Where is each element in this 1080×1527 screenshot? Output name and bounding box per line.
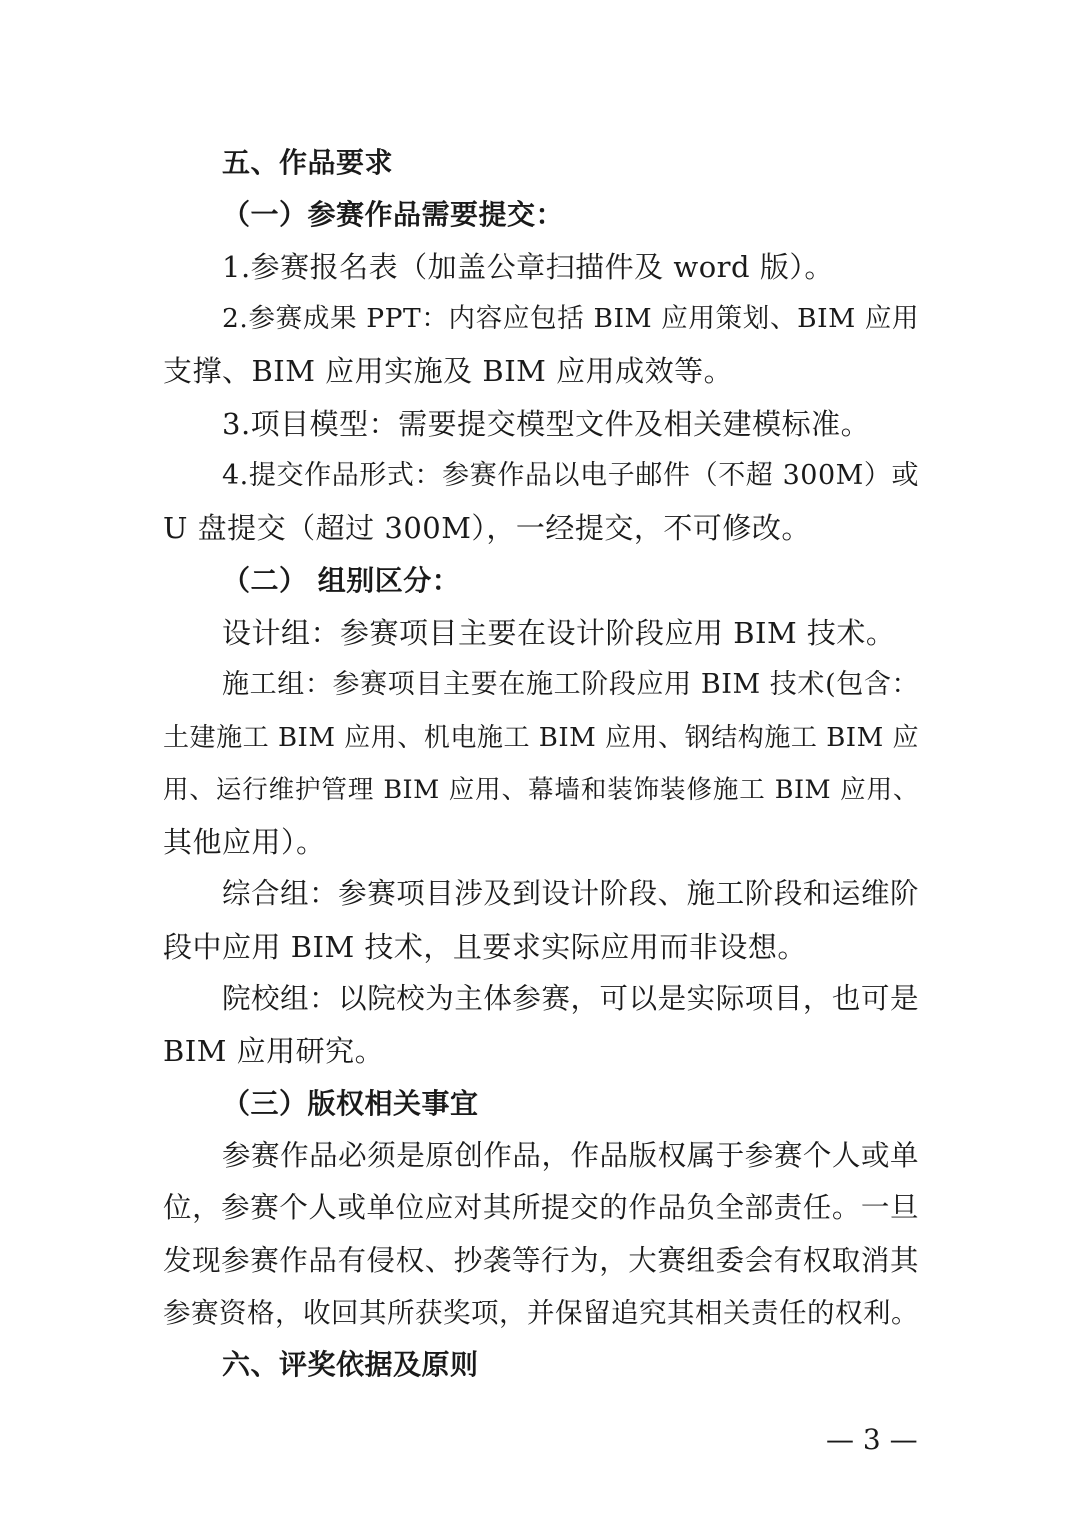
page-number: — 3 — [826, 1423, 918, 1456]
paragraph-line: 参赛作品必须是原创作品，作品版权属于参赛个人或单 [222, 1139, 919, 1172]
section-heading-6: 六、评奖依据及原则 [222, 1348, 479, 1381]
paragraph-line: 位，参赛个人或单位应对其所提交的作品负全部责任。一旦 [163, 1191, 919, 1224]
paragraph-line: 其他应用）。 [163, 825, 326, 859]
paragraph-line: 支撑、BIM 应用实施及 BIM 应用成效等。 [163, 354, 734, 388]
paragraph-line: 参赛资格，收回其所获奖项，并保留追究其相关责任的权利。 [163, 1297, 919, 1329]
paragraph-line: 院校组：以院校为主体参赛，可以是实际项目，也可是 [222, 982, 919, 1015]
section-heading-5: 五、作品要求 [222, 146, 394, 179]
paragraph-line: 2.参赛成果 PPT：内容应包括 BIM 应用策划、BIM 应用 [222, 303, 919, 334]
subsection-heading-2: （二） 组别区分： [222, 564, 461, 597]
paragraph-line: 3.项目模型：需要提交模型文件及相关建模标准。 [222, 407, 871, 441]
paragraph-line: BIM 应用研究。 [163, 1034, 385, 1068]
paragraph-line: 4.提交作品形式：参赛作品以电子邮件（不超 300M）或 [222, 460, 919, 491]
subsection-heading-1: （一）参赛作品需要提交： [222, 198, 565, 231]
paragraph-line: U 盘提交（超过 300M），一经提交，不可修改。 [163, 511, 811, 545]
paragraph-line: 施工组：参赛项目主要在施工阶段应用 BIM 技术(包含： [222, 669, 919, 700]
paragraph-line: 综合组：参赛项目涉及到设计阶段、施工阶段和运维阶 [222, 877, 919, 910]
paragraph-line: 段中应用 BIM 技术，且要求实际应用而非设想。 [163, 930, 807, 964]
paragraph-line: 设计组：参赛项目主要在设计阶段应用 BIM 技术。 [222, 616, 896, 650]
paragraph-line: 1.参赛报名表（加盖公章扫描件及 word 版）。 [222, 250, 834, 284]
paragraph-line: 土建施工 BIM 应用、机电施工 BIM 应用、钢结构施工 BIM 应 [163, 723, 919, 753]
subsection-heading-3: （三）版权相关事宜 [222, 1087, 479, 1120]
paragraph-line: 发现参赛作品有侵权、抄袭等行为，大赛组委会有权取消其 [163, 1244, 919, 1277]
paragraph-line: 用、运行维护管理 BIM 应用、幕墙和装饰装修施工 BIM 应用、 [163, 775, 919, 805]
